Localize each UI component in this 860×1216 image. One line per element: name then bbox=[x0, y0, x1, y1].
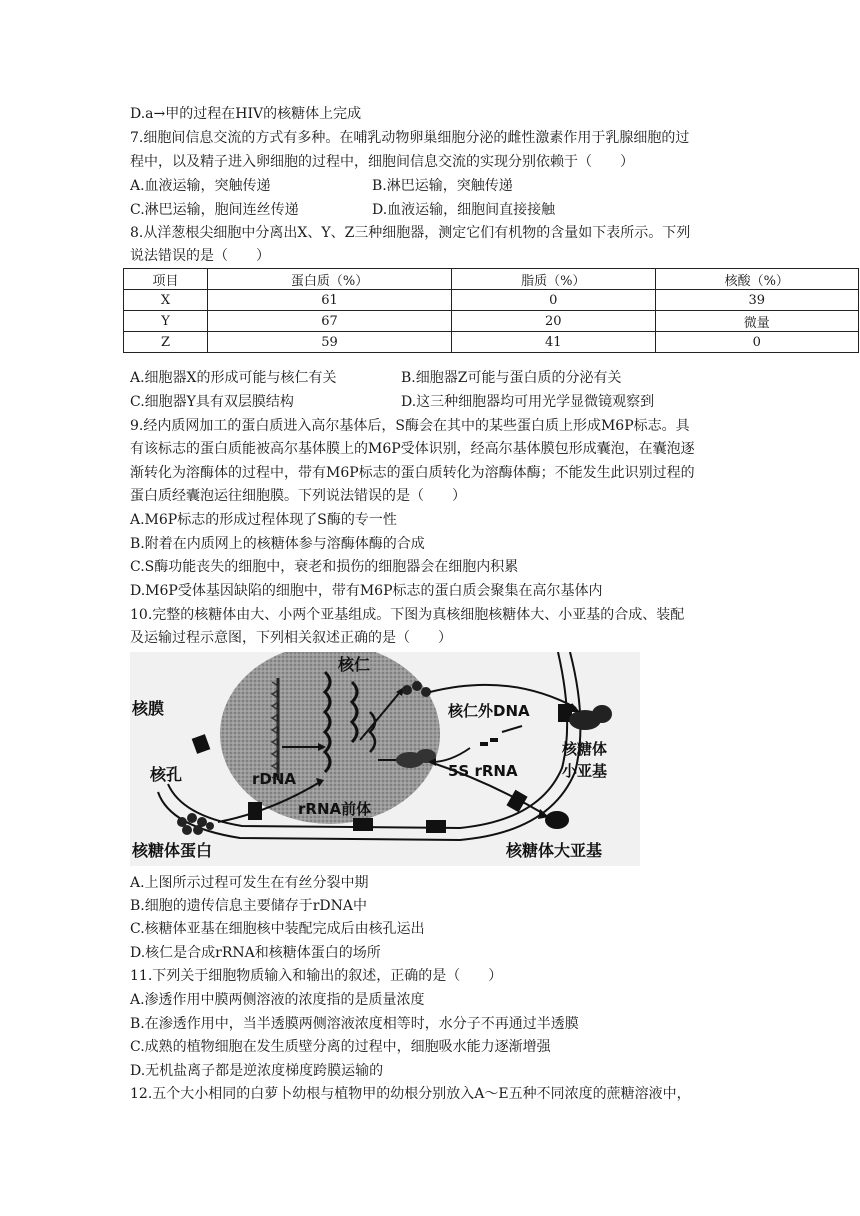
ribosome-figure bbox=[130, 652, 640, 866]
q11-option-c: C.成熟的植物细胞在发生质壁分离的过程中，细胞吸水能力逐渐增强 bbox=[130, 1039, 551, 1055]
table-row bbox=[124, 332, 859, 353]
q8-option-d: D.这三种细胞器均可用光学显微镜观察到 bbox=[401, 394, 655, 410]
ribosome-diagram bbox=[130, 652, 640, 866]
q9-option-d: D.M6P受体基因缺陷的细胞中，带有M6P标志的蛋白质会聚集在高尔基体内 bbox=[130, 583, 603, 599]
label-large-subunit: 核糖体大亚基 bbox=[506, 841, 603, 860]
label-nuclear-membrane: 核膜 bbox=[132, 699, 165, 718]
label-ribosomal-protein: 核糖体蛋白 bbox=[132, 841, 213, 860]
q8-stem-line2: 说法错误的是（ ） bbox=[130, 248, 270, 264]
organelle-table bbox=[123, 268, 859, 353]
q7-option-c: C.淋巴运输，胞间连丝传递 bbox=[130, 202, 299, 218]
table-header: 项目 bbox=[124, 269, 208, 290]
q12-stem: 12.五个大小相同的白萝卜幼根与植物甲的幼根分别放入A～E五种不同浓度的蔗糖溶液中， bbox=[130, 1086, 691, 1102]
q8-option-a: A.细胞器X的形成可能与核仁有关 bbox=[130, 370, 337, 386]
label-extranucleolar-dna: 核仁外DNA bbox=[448, 702, 530, 720]
table-header: 脂质（%） bbox=[452, 269, 655, 290]
q10-option-c: C.核糖体亚基在细胞核中装配完成后由核孔运出 bbox=[130, 921, 425, 937]
q8-option-c: C.细胞器Y具有双层膜结构 bbox=[130, 394, 294, 410]
q9-option-c: C.S酶功能丧失的细胞中，衰老和损伤的细胞器会在细胞内积累 bbox=[130, 559, 519, 575]
nuclear-pore bbox=[426, 820, 446, 833]
table-cell: 39 bbox=[655, 290, 859, 311]
label-small-subunit-1: 核糖体 bbox=[562, 740, 608, 758]
label-small-subunit-2: 小亚基 bbox=[562, 762, 608, 780]
table-cell: Y bbox=[124, 311, 208, 332]
label-nucleolus: 核仁 bbox=[338, 655, 371, 674]
q7-option-d: D.血液运输，细胞间直接接触 bbox=[372, 202, 556, 218]
q7-option-b: B.淋巴运输，突触传递 bbox=[372, 178, 513, 194]
q7-stem-line1: 7.细胞间信息交流的方式有多种。在哺乳动物卵巢细胞分泌的雌性激素作用于乳腺细胞的过 bbox=[130, 130, 690, 146]
q9-stem-line2: 有该标志的蛋白质能被高尔基体膜上的M6P受体识别，经高尔基体膜包形成囊泡，在囊泡逐 bbox=[130, 441, 695, 457]
q9-stem-line1: 9.经内质网加工的蛋白质进入高尔基体后，S酶会在其中的某些蛋白质上形成M6P标志。具 bbox=[130, 418, 690, 434]
table-header: 蛋白质（%） bbox=[208, 269, 452, 290]
table-cell: 67 bbox=[208, 311, 452, 332]
table-header-row bbox=[124, 269, 859, 290]
q9-stem-line3: 渐转化为溶酶体的过程中，带有M6P标志的蛋白质转化为溶酶体酶；不能发生此识别过程的 bbox=[130, 465, 695, 481]
q10-stem-line2: 及运输过程示意图，下列相关叙述正确的是（ ） bbox=[130, 630, 452, 646]
nuclear-pore bbox=[353, 818, 373, 831]
label-5s-rrna: 5S rRNA bbox=[448, 762, 518, 780]
q10-option-a: A.上图所示过程可发生在有丝分裂中期 bbox=[130, 875, 369, 891]
table-header: 核酸（%） bbox=[655, 269, 859, 290]
large-subunit-icon bbox=[545, 811, 569, 829]
label-rrna-precursor: rRNA前体 bbox=[298, 800, 372, 818]
table-cell: X bbox=[124, 290, 208, 311]
q11-option-b: B.在渗透作用中，当半透膜两侧溶液浓度相等时，水分子不再通过半透膜 bbox=[130, 1016, 579, 1032]
q10-option-b: B.细胞的遗传信息主要储存于rDNA中 bbox=[130, 898, 368, 914]
table-cell: Z bbox=[124, 332, 208, 353]
table-cell: 61 bbox=[208, 290, 452, 311]
table-cell: 微量 bbox=[655, 311, 859, 332]
q8-option-b: B.细胞器Z可能与蛋白质的分泌有关 bbox=[401, 370, 622, 386]
table-cell: 41 bbox=[452, 332, 655, 353]
q10-option-d: D.核仁是合成rRNA和核糖体蛋白的场所 bbox=[130, 945, 381, 961]
label-rdna: rDNA bbox=[252, 770, 297, 788]
table-row bbox=[124, 311, 859, 332]
q9-option-a: A.M6P标志的形成过程体现了S酶的专一性 bbox=[130, 512, 397, 528]
q9-option-b: B.附着在内质网上的核糖体参与溶酶体酶的合成 bbox=[130, 536, 425, 552]
q9-stem-line4: 蛋白质经囊泡运往细胞膜。下列说法错误的是（ ） bbox=[130, 488, 466, 504]
table-cell: 0 bbox=[452, 290, 655, 311]
table-cell: 59 bbox=[208, 332, 452, 353]
q11-stem: 11.下列关于细胞物质输入和输出的叙述，正确的是（ ） bbox=[130, 968, 503, 984]
q6-option-d: D.a→甲的过程在HIV的核糖体上完成 bbox=[130, 106, 362, 122]
q11-option-a: A.渗透作用中膜两侧溶液的浓度指的是质量浓度 bbox=[130, 992, 425, 1008]
table-cell: 20 bbox=[452, 311, 655, 332]
label-nuclear-pore: 核孔 bbox=[150, 765, 183, 784]
q11-option-d: D.无机盐离子都是逆浓度梯度跨膜运输的 bbox=[130, 1063, 384, 1079]
q8-stem-line1: 8.从洋葱根尖细胞中分离出X、Y、Z三种细胞器，测定它们有机物的含量如下表所示。下列 bbox=[130, 225, 691, 241]
q7-option-a: A.血液运输，突触传递 bbox=[130, 178, 271, 194]
table-row bbox=[124, 290, 859, 311]
q10-stem-line1: 10.完整的核糖体由大、小两个亚基组成。下图为真核细胞核糖体大、小亚基的合成、装配 bbox=[130, 607, 685, 623]
table-cell: 0 bbox=[655, 332, 859, 353]
q7-stem-line2: 程中，以及精子进入卵细胞的过程中，细胞间信息交流的实现分别依赖于（ ） bbox=[130, 154, 634, 170]
